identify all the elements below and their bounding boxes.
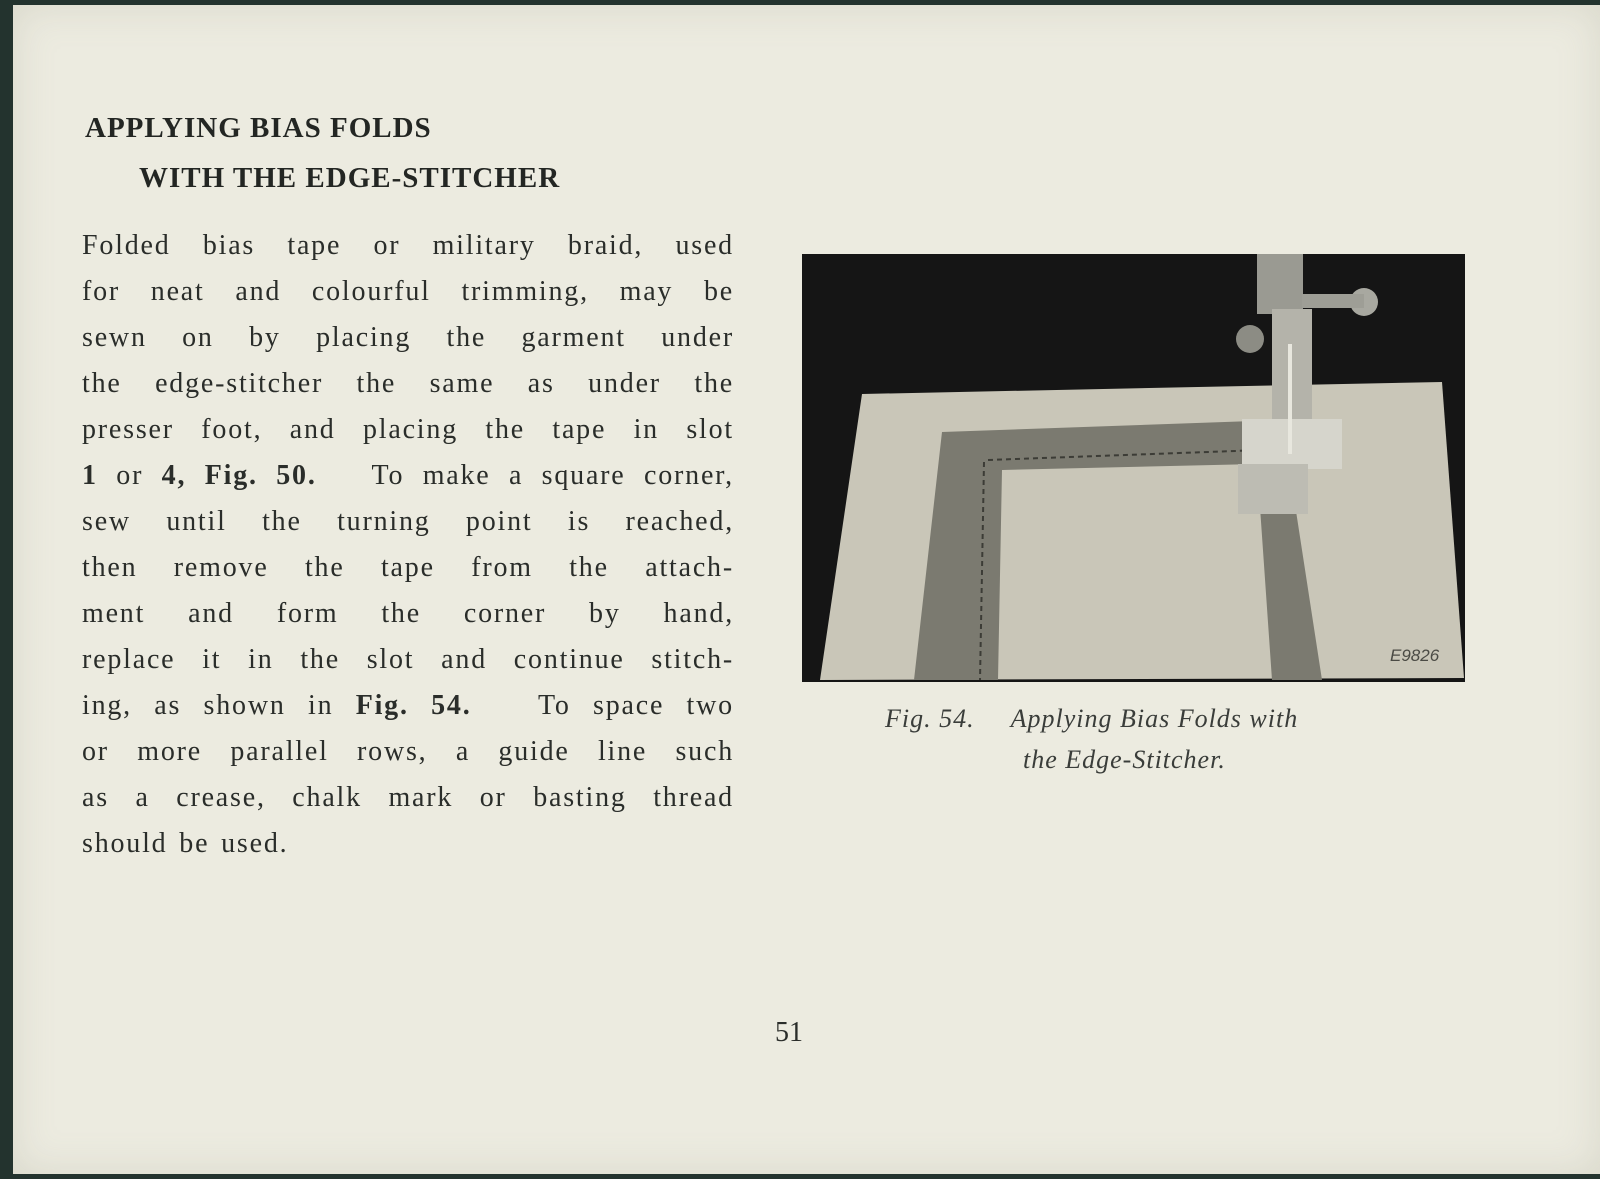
figure-caption (885, 698, 1425, 780)
body-line-tail: To space two (537, 690, 734, 721)
body-line: presser foot, and placing the tape in slot (82, 414, 734, 445)
body-line: the edge-stitcher the same as under the (82, 368, 734, 399)
fig-ref: Fig. 54. (355, 690, 472, 721)
body-line-tail: To make a square corner, (371, 460, 734, 491)
slot-ref-2: 4, Fig. 50. (161, 460, 317, 491)
sewing-machine-illustration (802, 254, 1465, 682)
body-line: for neat and colourful trimming, may be (82, 276, 734, 307)
photo-label: E9826 (1390, 646, 1440, 665)
caption-line-2: the Edge-Stitcher. (1023, 745, 1226, 774)
caption-line-1: Applying Bias Folds with (1010, 704, 1299, 733)
body-line-head: ing, as shown in (82, 690, 334, 721)
body-line: sew until the turning point is reached, (82, 506, 734, 537)
heading-line-1: APPLYING BIAS FOLDS (85, 112, 432, 144)
body-line: ment and form the corner by hand, (82, 598, 734, 629)
manual-page (13, 5, 1600, 1174)
body-line: should be used. (82, 828, 289, 859)
body-line: or more parallel rows, a guide line such (82, 736, 734, 767)
body-paragraph (82, 223, 734, 867)
heading-line-2: WITH THE EDGE-STITCHER (139, 162, 561, 194)
body-line: as a crease, chalk mark or basting thread (82, 782, 734, 813)
section-heading (85, 103, 560, 203)
or-word: or (116, 460, 144, 491)
body-line: then remove the tape from the attach- (82, 552, 734, 583)
body-line: Folded bias tape or military braid, used (82, 230, 734, 261)
page-number: 51 (775, 1017, 803, 1048)
figure-photo (802, 254, 1465, 682)
body-line-mixed (82, 683, 734, 729)
body-line: sewn on by placing the garment under (82, 322, 734, 353)
caption-number: Fig. 54. (885, 704, 975, 733)
body-line-mixed (82, 453, 734, 499)
body-line: replace it in the slot and continue stitch- (82, 644, 734, 675)
slot-ref: 1 (82, 460, 98, 491)
